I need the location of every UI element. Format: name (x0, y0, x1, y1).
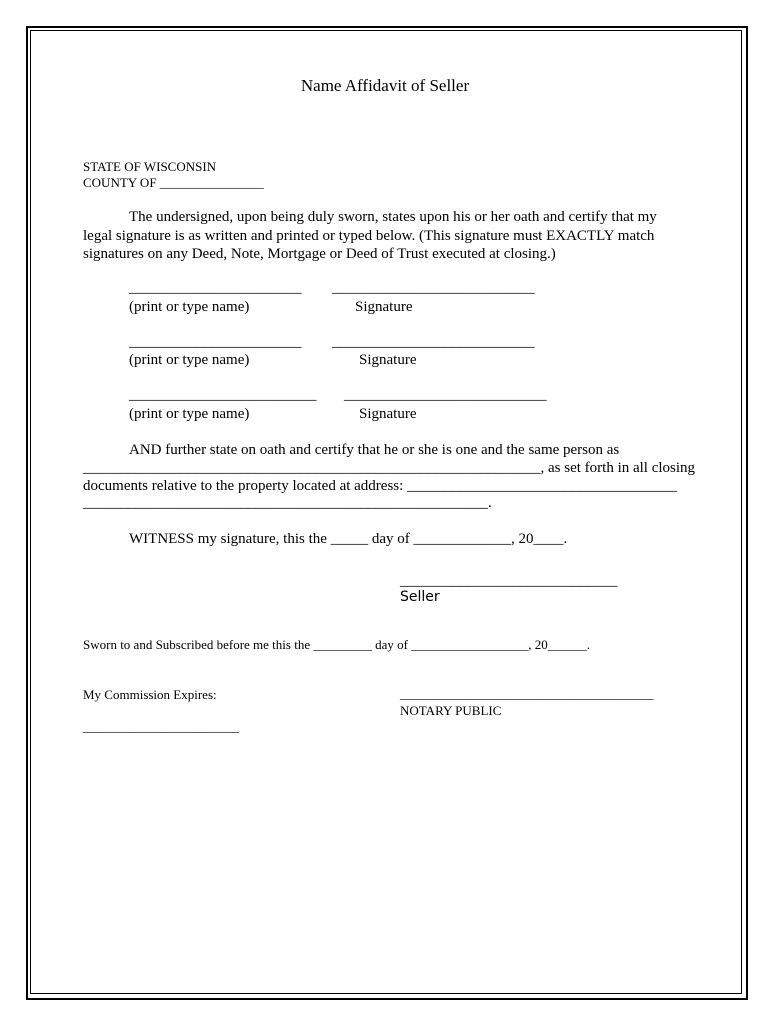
signature-field[interactable]: ___________________________ (344, 387, 547, 403)
county-field[interactable]: COUNTY OF ________________ (83, 175, 264, 190)
print-name-label: (print or type name) (129, 299, 250, 315)
intro-line-2: legal signature is as written and printed or typed below. (This signature must EXACTLY match (83, 228, 655, 244)
further-line-2[interactable]: _____________________________________________________________, as set forth in all closing (83, 460, 696, 476)
commission-label: My Commission Expires: (83, 687, 217, 702)
sworn-line[interactable]: Sworn to and Subscribed before me this the _________ day of __________________, 20______. (83, 637, 590, 652)
signature-label: Signature (359, 352, 417, 368)
signature-label: Signature (359, 406, 417, 422)
seller-signature-field[interactable]: _____________________________ (400, 573, 618, 589)
print-name-field[interactable]: _______________________ (129, 334, 302, 350)
state-label: STATE OF WISCONSIN (83, 159, 217, 174)
intro-line-3: signatures on any Deed, Note, Mortgage or Deed of Trust executed at closing.) (83, 246, 556, 262)
print-name-field[interactable]: _______________________ (129, 280, 302, 296)
print-name-label: (print or type name) (129, 406, 250, 422)
notary-signature-field[interactable]: _______________________________________ (400, 686, 654, 701)
print-name-label: (print or type name) (129, 352, 250, 368)
signature-field[interactable]: ___________________________ (332, 280, 535, 296)
further-line-4[interactable]: ______________________________________________________. (83, 495, 492, 511)
print-name-field[interactable]: _________________________ (129, 387, 317, 403)
notary-label: NOTARY PUBLIC (400, 703, 502, 718)
witness-line[interactable]: WITNESS my signature, this the _____ day of _____________, 20____. (129, 531, 568, 547)
further-line-1: AND further state on oath and certify that he or she is one and the same person as (129, 442, 620, 458)
document-title: Name Affidavit of Seller (300, 76, 470, 95)
signature-label: Signature (355, 299, 413, 315)
signature-field[interactable]: ___________________________ (332, 334, 535, 350)
further-line-3[interactable]: documents relative to the property located at address: ____________________________________ (83, 478, 678, 494)
intro-line-1: The undersigned, upon being duly sworn, states upon his or her oath and certify that my (129, 209, 657, 225)
seller-label: Seller (400, 589, 440, 605)
commission-date-field[interactable]: ________________________ (83, 719, 239, 734)
